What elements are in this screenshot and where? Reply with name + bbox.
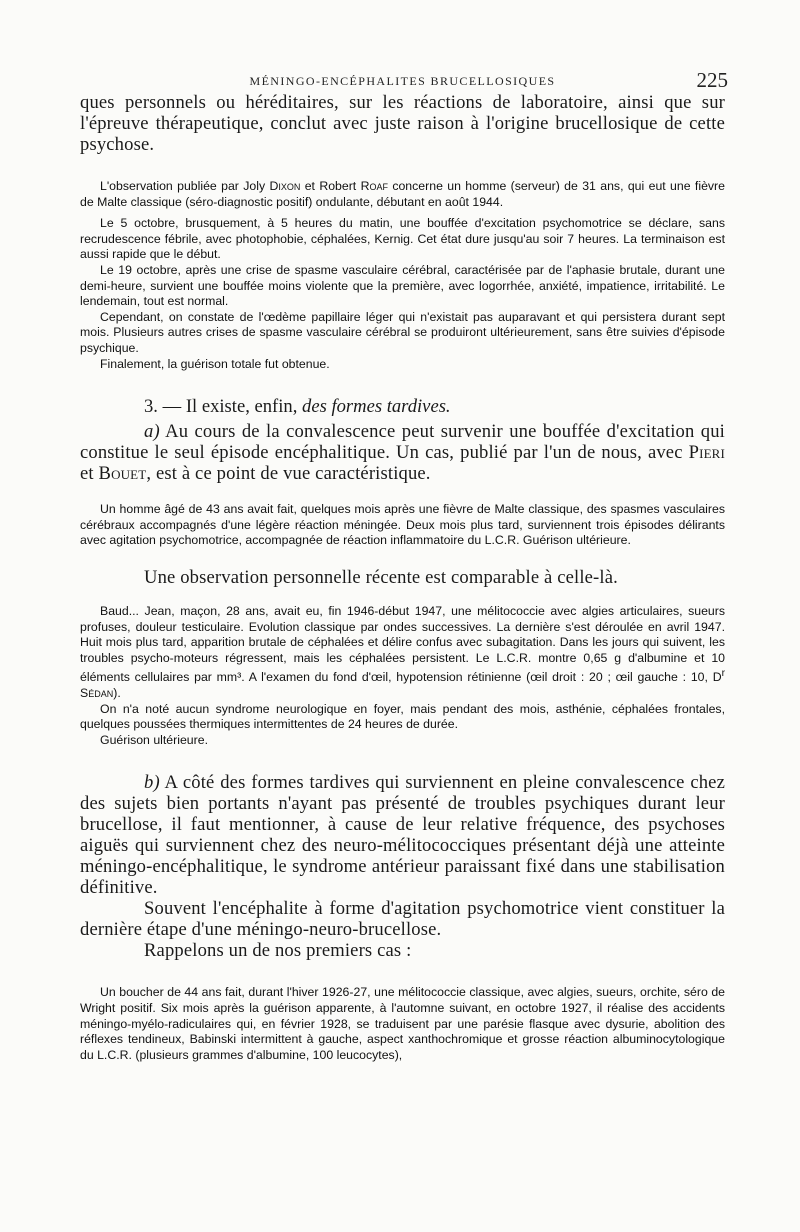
author-bouet: Bouet (98, 463, 147, 485)
doctor-sedan: Sédan (80, 685, 114, 700)
obs-dixon-text-a: L'observation publiée par Joly (100, 179, 270, 193)
page-number: 225 (696, 68, 728, 92)
obs-baud-text-a: Baud... Jean, maçon, 28 ans, avait eu, fin 1946-début 1947, une mélitococcie avec algies articulaires, sueurs profuses, douleur testiculaire. Evolution classique par ondes successives. La dernière s'est déroulée en avril 1947. Huit mois plus tard, apparition brutale de céphalées et délire confus avec subagitation. Dans les jours qui suivent, les troubles psycho-moteurs régressent, mais les céphalées persistent. Le L.C.R. montre 0,65 g d'albumine et 10 éléments cellulaires par mm³. A l'examen du fond d'œil, hypotension rétinienne (œil droit : 20 ; œil gauche : 10, D (80, 603, 725, 685)
author-dixon: Dixon (269, 179, 301, 193)
intro-paragraph: ques personnels ou héréditaires, sur les réactions de laboratoire, ainsi que sur l'épreuve thérapeutique, conclut avec juste raison à l'origine brucellosique de cette psychose. (80, 92, 725, 155)
obs-malte-paragraph: Un homme âgé de 43 ans avait fait, quelques mois après une fièvre de Malte classique, des spasmes vasculaires cérébraux accompagnés d'une légère réaction méningée. Deux mois plus tard, surviennent trois épisodes délirants avec agitation psychomotrice, accompagnée de réaction inflammatoire du L.C.R. Guérison ultérieure. (80, 502, 725, 548)
section-3-title: des formes tardives. (302, 396, 451, 418)
obs-dixon-paragraph-1 (80, 179, 725, 210)
page-header (80, 62, 728, 92)
document-page (80, 62, 728, 1063)
obs-dixon-text-c: concerne un homme (serveur) de 31 ans, qui eut une fièvre de Malte classique (séro-diagnostic positif) ondulante, débutant en août 1944. (80, 179, 725, 209)
observation-dixon-roaf (80, 179, 725, 372)
obs-dixon-paragraph-2: Le 5 octobre, brusquement, à 5 heures du matin, une bouffée d'excitation psychomotrice se déclare, sans recrudescence fébrile, avec photophobie, céphalées, Kernig. Cet état dure jusqu'au soir 7 heures. La terminaison est aussi rapide que le début. (80, 216, 725, 262)
section-a-paragraph (80, 421, 725, 484)
obs-dixon-text-b: et Robert (300, 179, 361, 193)
obs-baud-paragraph-1 (80, 604, 725, 702)
section-b-text: A côté des formes tardives qui surviennent en pleine convalescence chez des sujets bien portants n'ayant pas présenté de troubles psychiques durant leur brucellose, il faut mentionner, à cause de leur relative fréquence, des psychoses aiguës qui surviennent chez des neuro-mélitococciques présentant déjà une atteinte méningo-encéphalitique, le syndrome antérieur paraissant fixé dans une stabilisation définitive. (80, 772, 725, 899)
doctor-abbrev-sup: r (721, 668, 725, 680)
obs-dixon-paragraph-3: Le 19 octobre, après une crise de spasme vasculaire cérébral, caractérisée par de l'aphasie brutale, durant une demi-heure, survient une bouffée moins violente que la première, avec logorrhée, anxiété, impatience, irritabilité. Le lendemain, tout est normal. (80, 262, 725, 309)
obs-baud-paragraph-3: Guérison ultérieure. (100, 732, 208, 747)
author-roaf: Roaf (360, 179, 388, 193)
obs-dixon-paragraph-5: Finalement, la guérison totale fut obtenue. (100, 356, 330, 371)
section-3-heading (80, 396, 725, 417)
section-b-label: b) (144, 772, 160, 794)
section-a-text-b: et (80, 463, 99, 485)
obs-baud-text-b: ). (113, 685, 121, 700)
section-b-paragraph-3: Rappelons un de nos premiers cas : (144, 940, 412, 962)
section-b-paragraph (80, 772, 725, 898)
comparison-line: Une observation personnelle récente est comparable à celle-là. (144, 566, 618, 588)
observation-baud (80, 604, 725, 748)
obs-dixon-paragraph-4: Cependant, on constate de l'œdème papillaire léger qui n'existait pas auparavant et qui persistera durant sept mois. Plusieurs autres crises de spasme vasculaire cérébral se produiront ultérieurement, sans être suivies d'épisode psychique. (80, 309, 725, 355)
section-a-text-a: Au cours de la convalescence peut survenir une bouffée d'excitation qui constitue le seul épisode encéphalitique. Un cas, publié par l'un de nous, avec (80, 421, 725, 464)
section-3-number: 3. — Il existe, enfin, (144, 396, 303, 418)
obs-boucher-paragraph: Un boucher de 44 ans fait, durant l'hiver 1926-27, une mélitococcie classique, avec algies, sueurs, orchite, séro de Wright positif. Six mois après la guérison apparente, à l'automne suivant, en octobre 1927, il réalise des accidents méningo-myélo-radiculaires qui, en février 1928, se traduisent par une parésie flasque avec dysurie, abolition des réflexes tendineux, Babinski intermittent à gauche, aspect xanthochromique et grosse réaction albuminocytologique du L.C.R. (plusieurs grammes d'albumine, 100 leucocytes), (80, 985, 725, 1062)
running-title: MÉNINGO-ENCÉPHALITES BRUCELLOSIQUES (249, 74, 556, 88)
author-pieri: Pieri (688, 442, 725, 464)
section-b-paragraph-2: Souvent l'encéphalite à forme d'agitation psychomotrice vient constituer la dernière étape d'une méningo-neuro-brucellose. (80, 898, 725, 941)
section-a-label: a) (144, 421, 160, 443)
section-a-text-c: , est à ce point de vue caractéristique. (146, 463, 431, 485)
obs-baud-paragraph-2: On n'a noté aucun syndrome neurologique en foyer, mais pendant des mois, asthénie, céphalées frontales, quelques poussées thermiques intermittentes de 24 heures de durée. (80, 701, 725, 732)
